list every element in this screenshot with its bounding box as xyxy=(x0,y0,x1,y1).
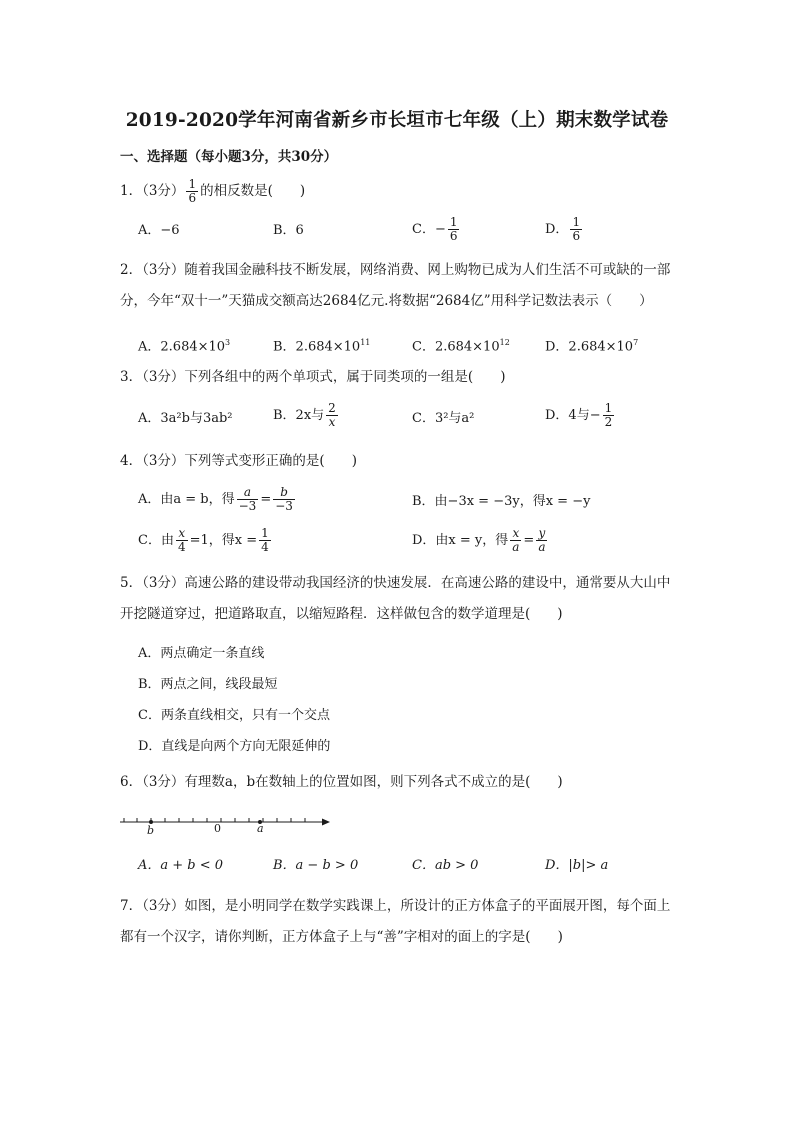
q6-option-a: A．a + b < 0 xyxy=(138,858,224,873)
q2-option-a: A．$2.684\times 10^3$ xyxy=(138,338,231,355)
q2-option-d: D．$2.684\times 10^7$ xyxy=(545,338,639,355)
q1-option-a: A．−6 xyxy=(138,223,180,238)
label-b: b xyxy=(147,824,155,837)
q4-option-c: C．由 $\frac{x}{4}$ =1，得x = $\frac{1}{4}$ xyxy=(138,526,269,554)
q3-option-d: D．4与− $\frac{1}{2}$ xyxy=(545,401,613,429)
page-title: 2019-2020学年河南省新乡市长垣市七年级（上）期末数学试卷 xyxy=(125,110,669,131)
question-2: 2．（3分）随着我国金融科技不断发展，网络消费、网上购物已成为人们生活不可或缺的一部分，今年“双十一”天猫成交额高达2684亿元.将数据“2684亿”用科学记数法表示（ ） xyxy=(120,262,671,309)
q5-option-d: D．直线是向两个方向无限延伸的 xyxy=(138,739,331,754)
arrow-icon xyxy=(322,819,330,826)
q4-option-b: B．由−3x = −3y，得x = −y xyxy=(412,494,591,509)
q4-option-a: A．由a = b，得 $\frac{a}{-3}$ = $\frac{b}{-3}$ xyxy=(138,485,293,513)
q3-option-a: A．3a²b与3ab² xyxy=(138,411,233,426)
q5-option-c: C．两条直线相交，只有一个交点 xyxy=(138,708,330,723)
q2-option-c: C．$2.684\times 10^{12}$ xyxy=(412,338,510,355)
question-6: 6．（3分）有理数a，b在数轴上的位置如图，则下列各式不成立的是( ) xyxy=(120,774,563,790)
q1-option-c: C．− $\frac{1}{6}$ xyxy=(412,215,458,243)
question-4: 4．（3分）下列等式变形正确的是( ) xyxy=(120,453,357,469)
q4-option-d: D．由x = y，得 $\frac{x}{a}$ = $\frac{y}{a}$ xyxy=(412,526,546,554)
q6-option-c: C．ab > 0 xyxy=(412,858,479,873)
fraction: $\frac{1}{6}$ xyxy=(188,177,197,205)
q3-option-b: B．2x与 $\frac{2}{x}$ xyxy=(273,401,336,429)
label-zero: 0 xyxy=(214,822,221,835)
q2-option-b: B．$2.684\times 10^{11}$ xyxy=(273,338,371,355)
question-5: 5．（3分）高速公路的建设带动我国经济的快速发展．在高速公路的建设中，通常要从大山中开挖隧道穿过，把道路取直，以缩短路程．这样做包含的数学道理是( ) xyxy=(120,575,671,622)
q5-option-a: A．两点确定一条直线 xyxy=(138,646,265,661)
q1-option-b: B．6 xyxy=(273,223,304,238)
q1-option-d: D． $\frac{1}{6}$ xyxy=(545,215,581,243)
q5-option-b: B．两点之间，线段最短 xyxy=(138,677,278,692)
section-heading: 一、选择题（每小题3分，共30分） xyxy=(120,149,338,165)
question-3: 3．（3分）下列各组中的两个单项式，属于同类项的一组是( ) xyxy=(120,369,506,385)
q6-option-d: D．|b|> a xyxy=(545,858,609,873)
question-1: 1．（3分） $\frac{1}{6}$ 的相反数是( ) xyxy=(120,177,306,205)
label-a: a xyxy=(257,822,264,835)
question-7: 7．（3分）如图，是小明同学在数学实践课上，所设计的正方体盒子的平面展开图，每个面上都有一个汉字，请你判断，正方体盒子上与“善”字相对的面上的字是( ) xyxy=(120,898,671,945)
q6-option-b: B．a − b > 0 xyxy=(273,858,359,873)
q3-option-c: C．3²与a² xyxy=(412,411,475,426)
